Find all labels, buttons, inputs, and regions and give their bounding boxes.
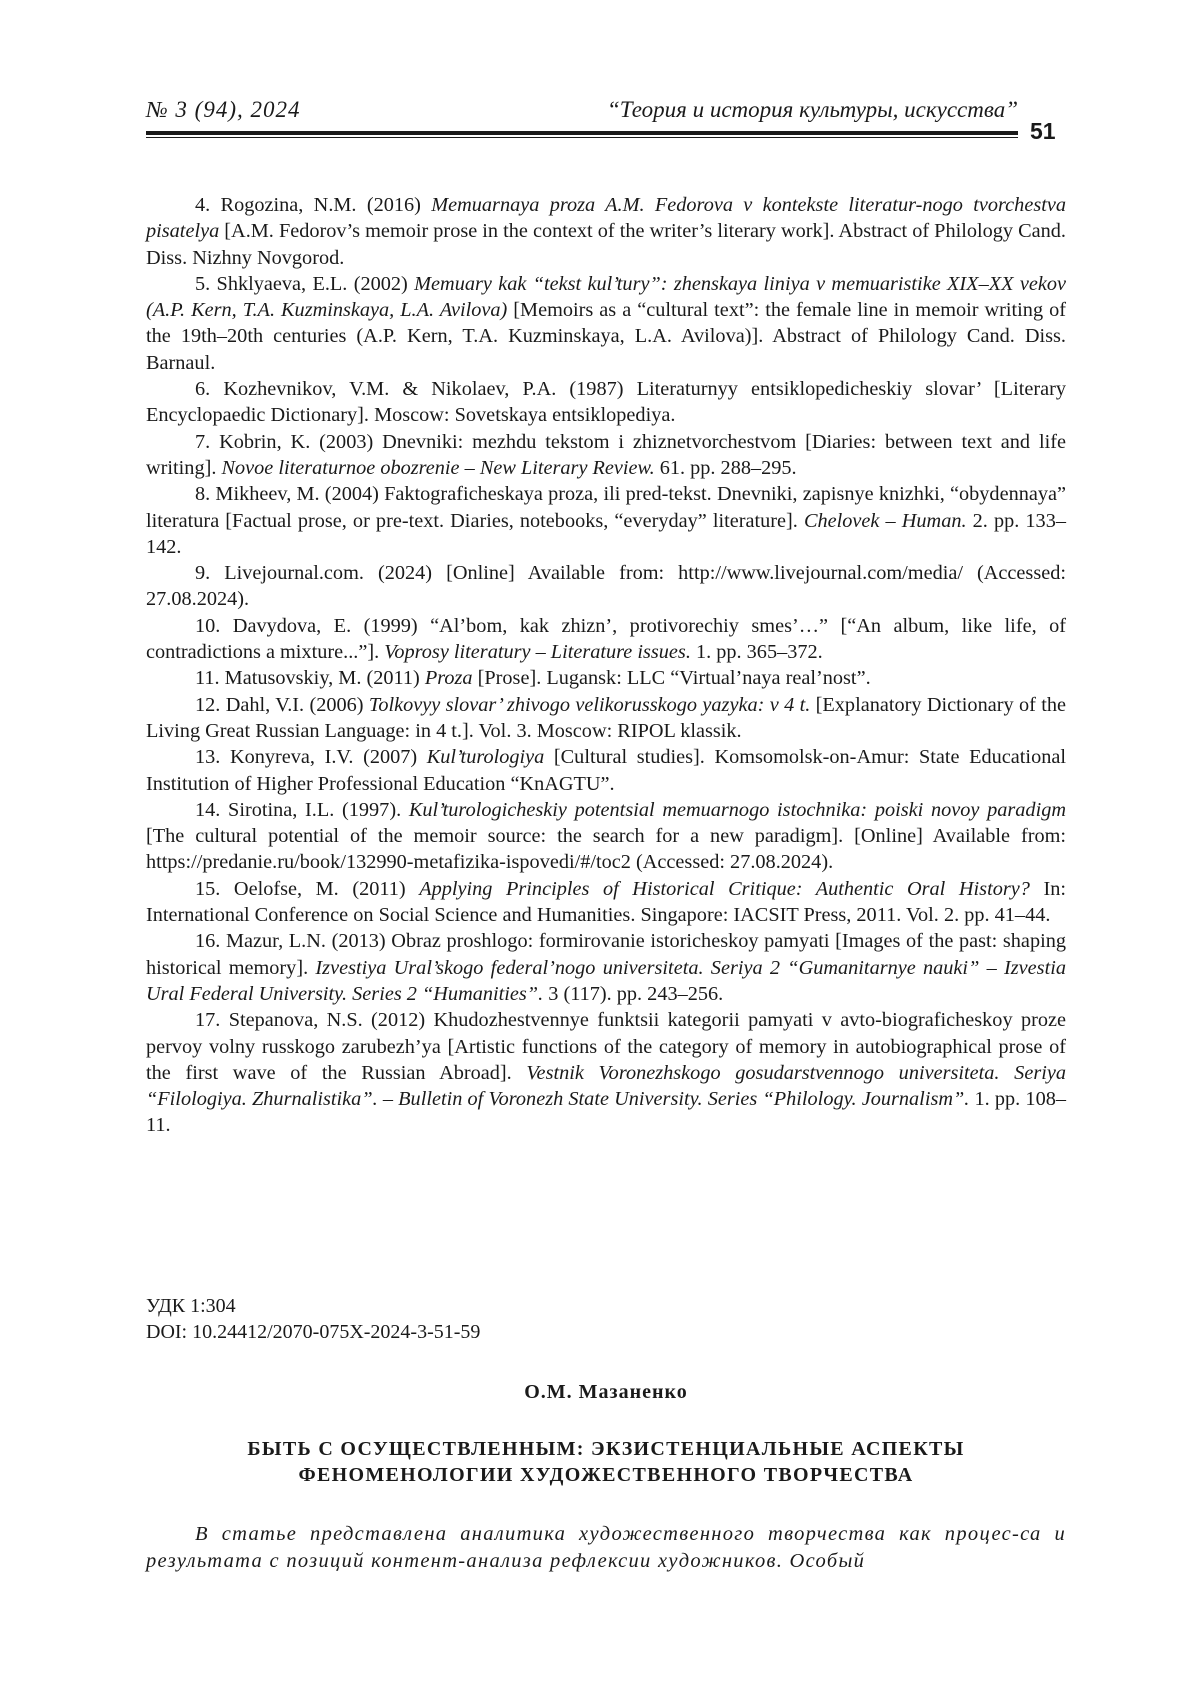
- reference-italic-text: Tolkovyy slovar’ zhivogo velikorusskogo yazyka: v 4 t.: [368, 693, 811, 716]
- reference-item: [146, 797, 1066, 876]
- reference-text: [Prose]. Lugansk: LLC “Virtual’naya real’nost”.: [472, 667, 871, 690]
- reference-list: [146, 192, 1066, 1139]
- reference-text: 1. pp. 365–372.: [690, 641, 823, 664]
- reference-text: 12. Dahl, V.I. (2006): [195, 693, 369, 716]
- journal-title: “Теория и история культуры, искусства”: [607, 97, 1018, 122]
- reference-item: [146, 928, 1066, 1007]
- reference-text: 8. Mikheev, M. (2004) Faktograficheskaya proza, ili pred-tekst. Dnevniki, zapisnye knizhki, “obydennaya” literatura [Factual prose, or pre-text. Diaries, notebooks, “everyday” literature].: [146, 483, 1066, 532]
- reference-text: In: International Conference on Social Science and Humanities. Singapore: IACSIT Press, 2011. Vol. 2. pp. 41–44.: [146, 877, 1066, 927]
- reference-item: [146, 271, 1066, 376]
- reference-text: 13. Konyreva, I.V. (2007): [195, 746, 427, 769]
- reference-italic-text: Memuarnaya proza A.M. Fedorova v kontekste literatur-nogo tvorchestva pisatelya: [146, 194, 1066, 243]
- reference-text: 61. pp. 288–295.: [654, 456, 797, 479]
- reference-text: 3 (117). pp. 243–256.: [543, 982, 724, 1005]
- reference-item: [146, 560, 1066, 613]
- reference-italic-text: Izvestiya Ural’skogo federal’nogo universiteta. Seriya 2 “Gumanitarnye nauki” – Izvestia Ural Federal University. Series 2 “Humanities”.: [146, 956, 1066, 1005]
- reference-text: 9. Livejournal.com. (2024) [Online] Available from: http://www.livejournal.com/media/ (Accessed: 27.08.2024).: [146, 562, 1066, 611]
- reference-text: 4. Rogozina, N.M. (2016): [195, 194, 432, 216]
- reference-item: [146, 1007, 1066, 1138]
- reference-italic-text: Kul’turologicheskiy potentsial memuarnogo istochnika: poiski novoy paradigm: [408, 798, 1066, 821]
- reference-text: 15. Oelofse, M. (2011): [195, 877, 420, 900]
- reference-text: 2. pp. 133–142.: [146, 509, 1066, 558]
- reference-item: [146, 429, 1066, 482]
- header-rule-thin: [146, 137, 1018, 138]
- reference-text: 10. Davydova, E. (1999) “Al’bom, kak zhizn’, protivorechiy smes’…” [“An album, like life, of contradictions a mixture...”].: [146, 614, 1066, 664]
- reference-item: [146, 744, 1066, 797]
- reference-item: [146, 481, 1066, 560]
- reference-text: 7. Kobrin, K. (2003) Dnevniki: mezhdu tekstom i zhiznetvorchestvom [Diaries: between text and life writing].: [146, 430, 1066, 479]
- reference-italic-text: Voprosy literatury – Literature issues.: [384, 641, 691, 664]
- article-abstract: В статье представлена аналитика художественного творчества как процес-са и результата с позиций контент-анализа рефлексии художников. Особый: [146, 1523, 1066, 1572]
- article-title-line-2: ФЕНОМЕНОЛОГИИ ХУДОЖЕСТВЕННОГО ТВОРЧЕСТВА: [298, 1464, 914, 1486]
- article-author: О.М. Мазаненко: [524, 1381, 688, 1403]
- reference-text: [The cultural potential of the memoir source: the search for a new paradigm]. [Online] Available from: https://predanie.ru/book/132990-metafizika-ispovedi/#/toc2 (Accessed: 27.08.2024).: [146, 825, 1066, 874]
- reference-item: [146, 665, 1066, 691]
- reference-text: [Memoirs as a “cultural text”: the female line in memoir writing of the 19th–20th centuries (A.P. Kern, T.A. Kuzminskaya, L.A. Avilova)]. Abstract of Philology Cand. Diss. Barnaul.: [146, 299, 1066, 374]
- reference-text: 14. Sirotina, I.L. (1997).: [195, 798, 409, 821]
- article-metadata: [146, 1293, 480, 1345]
- reference-text: 11. Matusovskiy, M. (2011): [195, 667, 425, 690]
- reference-text: 16. Mazur, L.N. (2013) Obraz proshlogo: formirovanie istoricheskoy pamyati [Images of the past: shaping historical memory].: [146, 930, 1066, 979]
- reference-text: [Explanatory Dictionary of the Living Great Russian Language: in 4 t.]. Vol. 3. Moscow: RIPOL klassik.: [146, 693, 1066, 742]
- article-title: [146, 1436, 1066, 1488]
- udk-code: УДК 1:304: [146, 1295, 236, 1317]
- issue-number: № 3 (94), 2024: [146, 97, 301, 122]
- reference-italic-text: Novoe literaturnoe obozrenie – New Literary Review.: [221, 456, 655, 479]
- reference-italic-text: Chelovek – Human.: [803, 509, 967, 532]
- reference-text: [Cultural studies]. Komsomolsk-on-Amur: State Educational Institution of Higher Professional Education “KnAGTU”.: [146, 746, 1066, 795]
- reference-text: 6. Kozhevnikov, V.M. & Nikolaev, P.A. (1987) Literaturnyy entsiklopedicheskiy slovar’ [Literary Encyclopaedic Dictionary]. Moscow: Sovetskaya entsiklopediya.: [146, 378, 1066, 427]
- doi-code: DOI: 10.24412/2070-075X-2024-3-51-59: [146, 1321, 481, 1343]
- page-number: 51: [1030, 118, 1056, 144]
- reference-italic-text: Kul’turologiya: [426, 746, 545, 769]
- reference-text: 5. Shklyaeva, E.L. (2002): [195, 272, 415, 295]
- reference-item: [146, 376, 1066, 429]
- reference-italic-text: Applying Principles of Historical Critique: Authentic Oral History?: [419, 877, 1030, 900]
- reference-italic-text: Proza: [424, 667, 473, 690]
- reference-text: 1. pp. 108–11.: [146, 1088, 1066, 1137]
- reference-item: [146, 192, 1066, 271]
- reference-italic-text: Vestnik Voronezhskogo gosudarstvennogo universiteta. Seriya “Filologiya. Zhurnalistika”. – Bulletin of Voronezh State University. Series “Philology. Journalism”.: [146, 1061, 1066, 1111]
- article-title-line-1: БЫТЬ С ОСУЩЕСТВЛЕННЫМ: ЭКЗИСТЕНЦИАЛЬНЫЕ АСПЕКТЫ: [247, 1438, 965, 1460]
- reference-item: [146, 876, 1066, 929]
- reference-text: 17. Stepanova, N.S. (2012) Khudozhestvennye funktsii kategorii pamyati v avto-biograficheskoy proze pervoy volny russkogo zarubezh’ya [Artistic functions of the category of memory in autobiographical prose of the first wave of the Russian Abroad].: [146, 1009, 1066, 1084]
- reference-italic-text: Memuary kak “tekst kul’tury”: zhenskaya liniya v memuaristike XIX–XX vekov (A.P. Kern, T.A. Kuzminskaya, L.A. Avilova): [146, 272, 1066, 322]
- reference-text: [A.M. Fedorov’s memoir prose in the context of the writer’s literary work]. Abstract of Philology Cand. Diss. Nizhny Novgorod.: [146, 220, 1067, 269]
- header-rule-thick: [146, 131, 1018, 135]
- reference-item: [146, 613, 1066, 666]
- reference-item: [146, 692, 1066, 745]
